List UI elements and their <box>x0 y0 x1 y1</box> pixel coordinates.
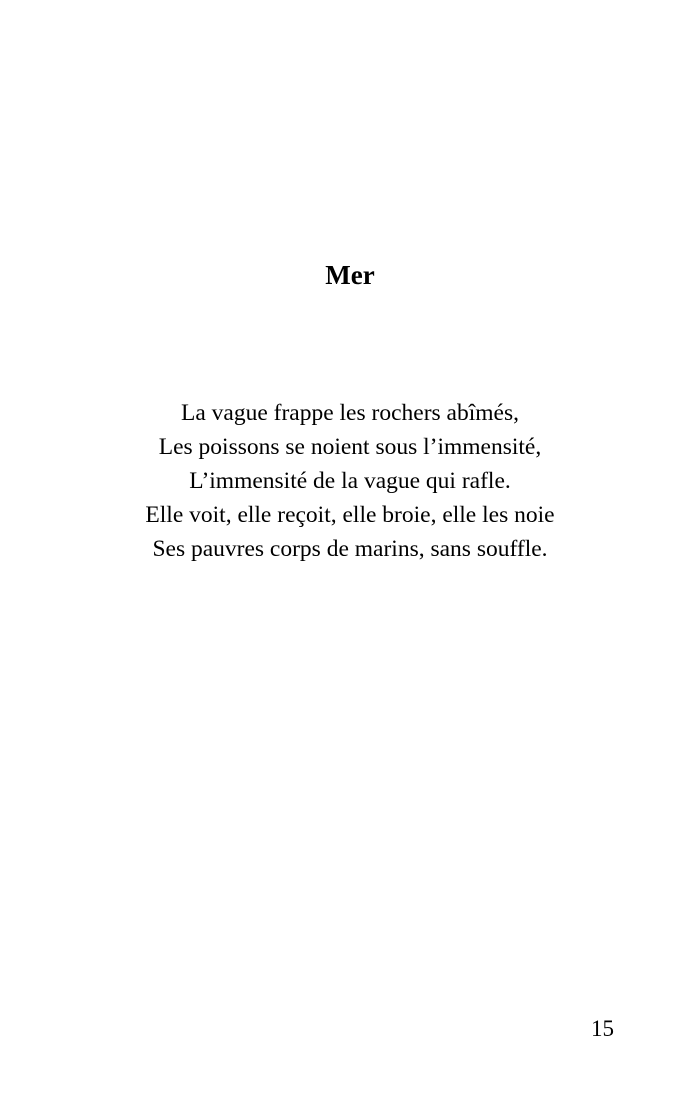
verse-line: Elle voit, elle reçoit, elle broie, elle les noie <box>145 502 555 528</box>
page-number: 15 <box>591 1016 614 1041</box>
verse-line: La vague frappe les rochers abîmés, <box>181 400 519 426</box>
verse-line: Les poissons se noient sous l’immensité, <box>158 434 542 460</box>
verse-line: Ses pauvres corps de marins, sans souffle. <box>152 536 548 562</box>
poem-stanza <box>0 396 700 566</box>
poem-title: Mer <box>325 260 375 290</box>
verse-line: L’immensité de la vague qui rafle. <box>189 468 511 494</box>
